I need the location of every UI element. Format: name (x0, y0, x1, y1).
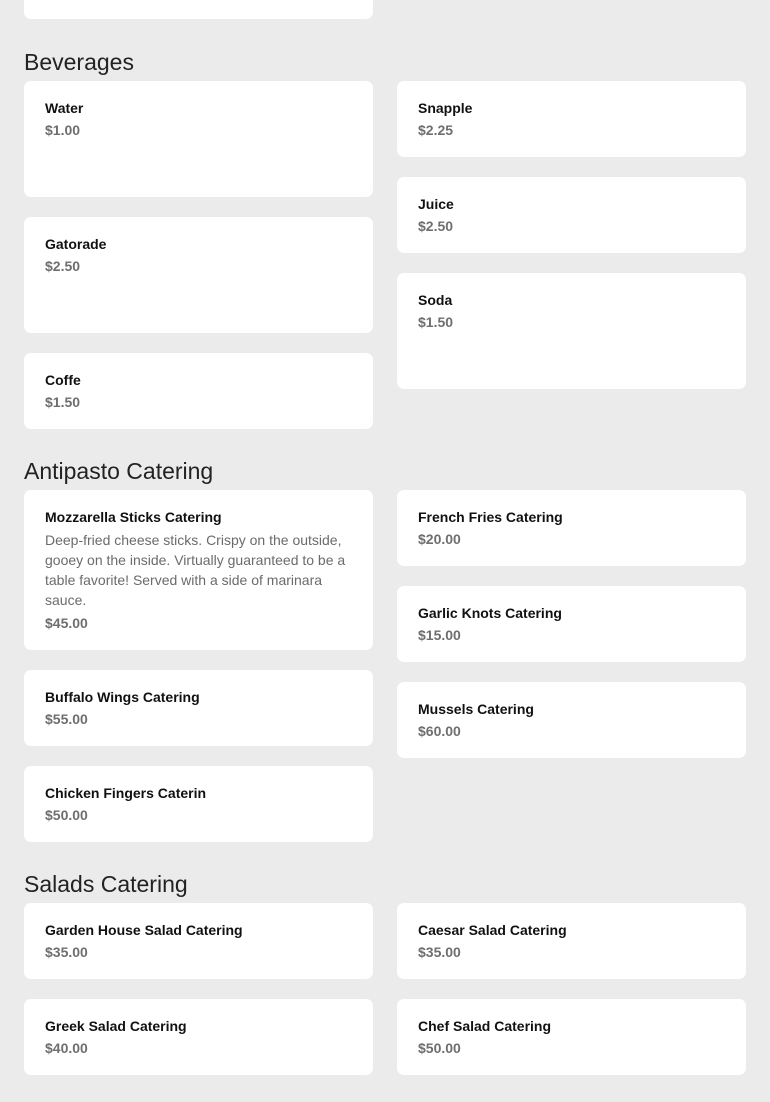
item-price: $20.00 (418, 531, 461, 547)
menu-item-caesar-salad[interactable] (397, 903, 746, 979)
item-price: $55.00 (45, 711, 88, 727)
item-name: Chicken Fingers Caterin (45, 785, 207, 801)
item-name: Snapple (418, 100, 473, 116)
menu-item-gatorade[interactable] (24, 217, 373, 333)
menu-item-greek-salad[interactable] (24, 999, 373, 1075)
menu-item-mussels[interactable] (397, 682, 746, 758)
menu-item-coffe[interactable] (24, 353, 373, 429)
item-name: Coffe (45, 372, 81, 388)
menu-item-juice[interactable] (397, 177, 746, 253)
menu-item-card-partial[interactable] (24, 0, 373, 19)
item-price: $2.25 (418, 122, 454, 138)
section-title-salads: Salads Catering (24, 871, 188, 897)
item-name: Mussels Catering (418, 701, 534, 717)
item-price: $1.50 (418, 314, 454, 330)
item-price: $1.00 (45, 122, 81, 138)
item-price: $50.00 (45, 807, 88, 823)
item-name: Buffalo Wings Catering (45, 689, 200, 705)
item-name: Greek Salad Catering (45, 1018, 187, 1034)
menu-item-garden-house-salad[interactable] (24, 903, 373, 979)
menu-item-chicken-fingers[interactable] (24, 766, 373, 842)
section-title-antipasto: Antipasto Catering (24, 458, 214, 484)
menu-item-water[interactable] (24, 81, 373, 197)
menu-item-buffalo-wings[interactable] (24, 670, 373, 746)
item-price: $50.00 (418, 1040, 461, 1056)
item-price: $60.00 (418, 723, 461, 739)
item-price: $1.50 (45, 394, 81, 410)
item-price: $45.00 (45, 615, 88, 631)
menu-item-chef-salad[interactable] (397, 999, 746, 1075)
item-price: $2.50 (45, 258, 81, 274)
item-name: Gatorade (45, 236, 107, 252)
menu-item-soda[interactable] (397, 273, 746, 389)
item-price: $15.00 (418, 627, 461, 643)
item-name: Water (45, 100, 84, 116)
item-name: Mozzarella Sticks Catering (45, 509, 222, 525)
menu-item-snapple[interactable] (397, 81, 746, 157)
item-price: $35.00 (418, 944, 461, 960)
menu-item-garlic-knots[interactable] (397, 586, 746, 662)
menu-item-mozzarella-sticks[interactable] (24, 490, 373, 650)
item-name: Garlic Knots Catering (418, 605, 562, 621)
item-name: Chef Salad Catering (418, 1018, 552, 1034)
item-price: $2.50 (418, 218, 454, 234)
item-name: Caesar Salad Catering (418, 922, 567, 938)
item-price: $40.00 (45, 1040, 88, 1056)
menu-item-french-fries[interactable] (397, 490, 746, 566)
item-name: Juice (418, 196, 454, 212)
section-title-beverages: Beverages (24, 49, 134, 75)
item-name: Garden House Salad Catering (45, 922, 243, 938)
item-price: $35.00 (45, 944, 88, 960)
item-description: Deep-fried cheese sticks. Crispy on the outside, gooey on the inside. Virtually guaranteed to be a table favorite! Served with a side of marinara sauce. (45, 532, 346, 608)
item-name: Soda (418, 292, 453, 308)
item-name: French Fries Catering (418, 509, 563, 525)
